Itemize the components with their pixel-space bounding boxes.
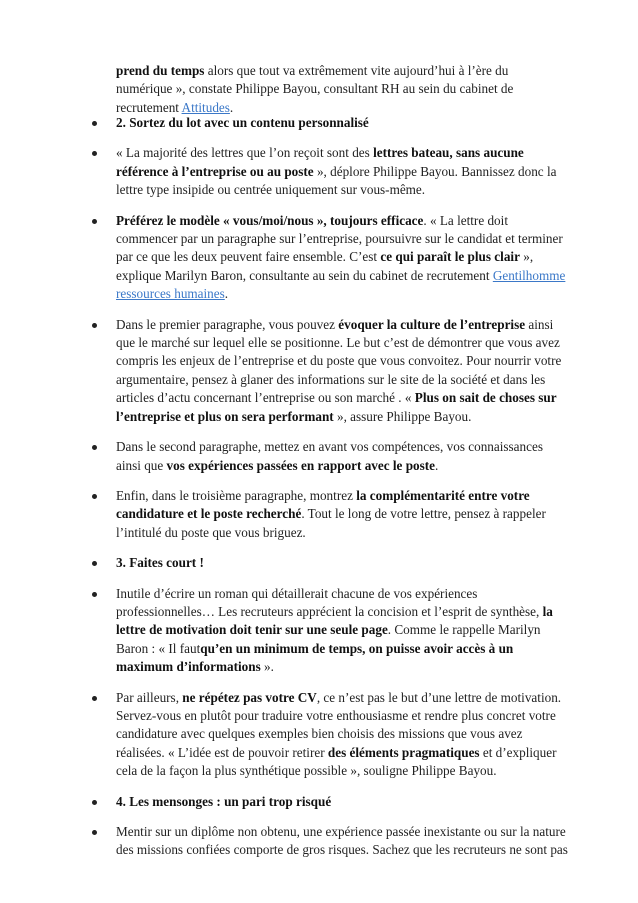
text: Inutile d’écrire un roman qui détaillerait chacune de vos expériences professionnelles… Les recruteurs apprécient la concision et l’esprit de synthèse, <box>116 585 543 619</box>
bold-text: vos expériences passées en rapport avec le poste <box>166 457 436 473</box>
list-item <box>0 823 568 860</box>
list-item <box>0 438 568 475</box>
text: . <box>224 286 229 302</box>
list-item <box>0 316 568 426</box>
text: . Comme le rappelle Marilyn Baron : « Il faut <box>116 622 541 656</box>
bullet-icon <box>92 830 97 835</box>
link-gentilhomme[interactable]: Gentilhomme ressources humaines <box>116 267 566 302</box>
bullet-icon <box>92 121 97 126</box>
text: , ce n’est pas le but d’une lettre de motivation. Servez-vous en plutôt pour traduire votre enthousiasme et rendre plus concret votre candidature avec quelques exemples bien choisis des missions que vous avez réalisées. « L’idée est de pouvoir retirer <box>116 689 562 760</box>
bullet-icon <box>92 494 97 499</box>
bold-text: la lettre de motivation doit tenir sur une seule page <box>116 603 553 638</box>
link-attitudes[interactable]: Attitudes <box>181 99 230 115</box>
list-item <box>0 554 568 572</box>
bold-text: ne répétez pas votre CV <box>182 689 317 705</box>
list-item <box>0 689 568 781</box>
bold-text: des éléments pragmatiques <box>327 744 480 760</box>
text: Dans le second paragraphe, mettez en avant vos compétences, vos connaissances ainsi que <box>116 439 543 473</box>
bold-text: ce qui paraît le plus clair <box>380 249 520 265</box>
section-heading: 4. Les mensonges : un pari trop risqué <box>116 793 332 809</box>
list-item <box>0 585 568 677</box>
section-heading: 3. Faites court ! <box>116 555 204 571</box>
text: . <box>229 99 234 115</box>
bullet-icon <box>92 323 97 328</box>
bullet-icon <box>92 696 97 701</box>
text: Dans le premier paragraphe, vous pouvez <box>116 316 339 332</box>
bullet-list <box>0 114 638 872</box>
text: Mentir sur un diplôme non obtenu, une expérience passée inexistante ou sur la nature des missions confiées comporte de gros risques. Sachez que les recruteurs ne sont pas <box>116 824 568 858</box>
list-item <box>0 793 568 811</box>
text: . Tout le long de votre lettre, pensez à rappeler l’intitulé du poste que vous briguez. <box>116 506 546 540</box>
list-item <box>0 487 568 542</box>
list-item <box>0 114 568 132</box>
bullet-icon <box>92 151 97 156</box>
text: et d’expliquer cela de la façon la plus synthétique possible », souligne Philippe Bayou. <box>116 744 557 779</box>
bold-text: qu’en un minimum de temps, on puisse avoir accès à un maximum d’informations <box>116 640 514 675</box>
section-heading: 2. Sortez du lot avec un contenu personnalisé <box>116 115 369 130</box>
bold-text: Plus on sait de choses sur l’entreprise et plus on sera performant <box>116 390 557 424</box>
text: Par ailleurs, <box>116 689 183 705</box>
text: », déplore Philippe Bayou. Bannissez donc la lettre type insipide ou centrée uniquement sur vous-même. <box>116 163 557 198</box>
bullet-icon <box>92 445 97 450</box>
bullet-icon <box>92 219 97 224</box>
list-item <box>0 212 568 304</box>
bold-text: évoquer la culture de l’entreprise <box>338 316 526 332</box>
bold-text: lettres bateau, sans aucune référence à l’entreprise ou au poste <box>116 145 524 179</box>
bold-text: la complémentarité entre votre candidature et le poste recherché <box>116 487 530 522</box>
text: », assure Philippe Bayou. <box>333 408 472 424</box>
text: », explique Marilyn Baron, consultante au sein du cabinet de recrutement <box>116 249 534 283</box>
list-item <box>0 144 568 199</box>
bold-text: Préférez le modèle « vous/moi/nous », toujours efficace <box>116 212 424 228</box>
text: ainsi que le marché sur lequel elle se positionne. Le but c’est de démontrer que vous avez compris les enjeux de l’entreprise et du poste que vous convoitez. Pour nourrir votre argumentaire, pensez à glaner des informations sur le site de la société et dans les articles d’actu concernant l’entreprise ou son marché . « <box>116 316 562 406</box>
text: . <box>435 457 439 473</box>
text: « La majorité des lettres que l’on reçoit sont des <box>116 145 374 161</box>
bold-text: prend du temps <box>116 63 205 78</box>
bullet-icon <box>92 561 97 566</box>
text: . « La lettre doit commencer par un paragraphe sur l’entreprise, poursuivre sur le candidat et terminer par ce que les deux peuvent faire ensemble. C’est <box>116 212 563 265</box>
bullet-icon <box>92 800 97 805</box>
text: alors que tout va extrêmement vite aujourd’hui à l’ère du numérique », constate Philippe Bayou, consultant RH au sein du cabinet de recrutement <box>116 63 514 115</box>
bullet-icon <box>92 592 97 597</box>
text: ». <box>260 659 274 675</box>
intro-paragraph <box>116 62 568 117</box>
text: Enfin, dans le troisième paragraphe, montrez <box>116 487 357 503</box>
